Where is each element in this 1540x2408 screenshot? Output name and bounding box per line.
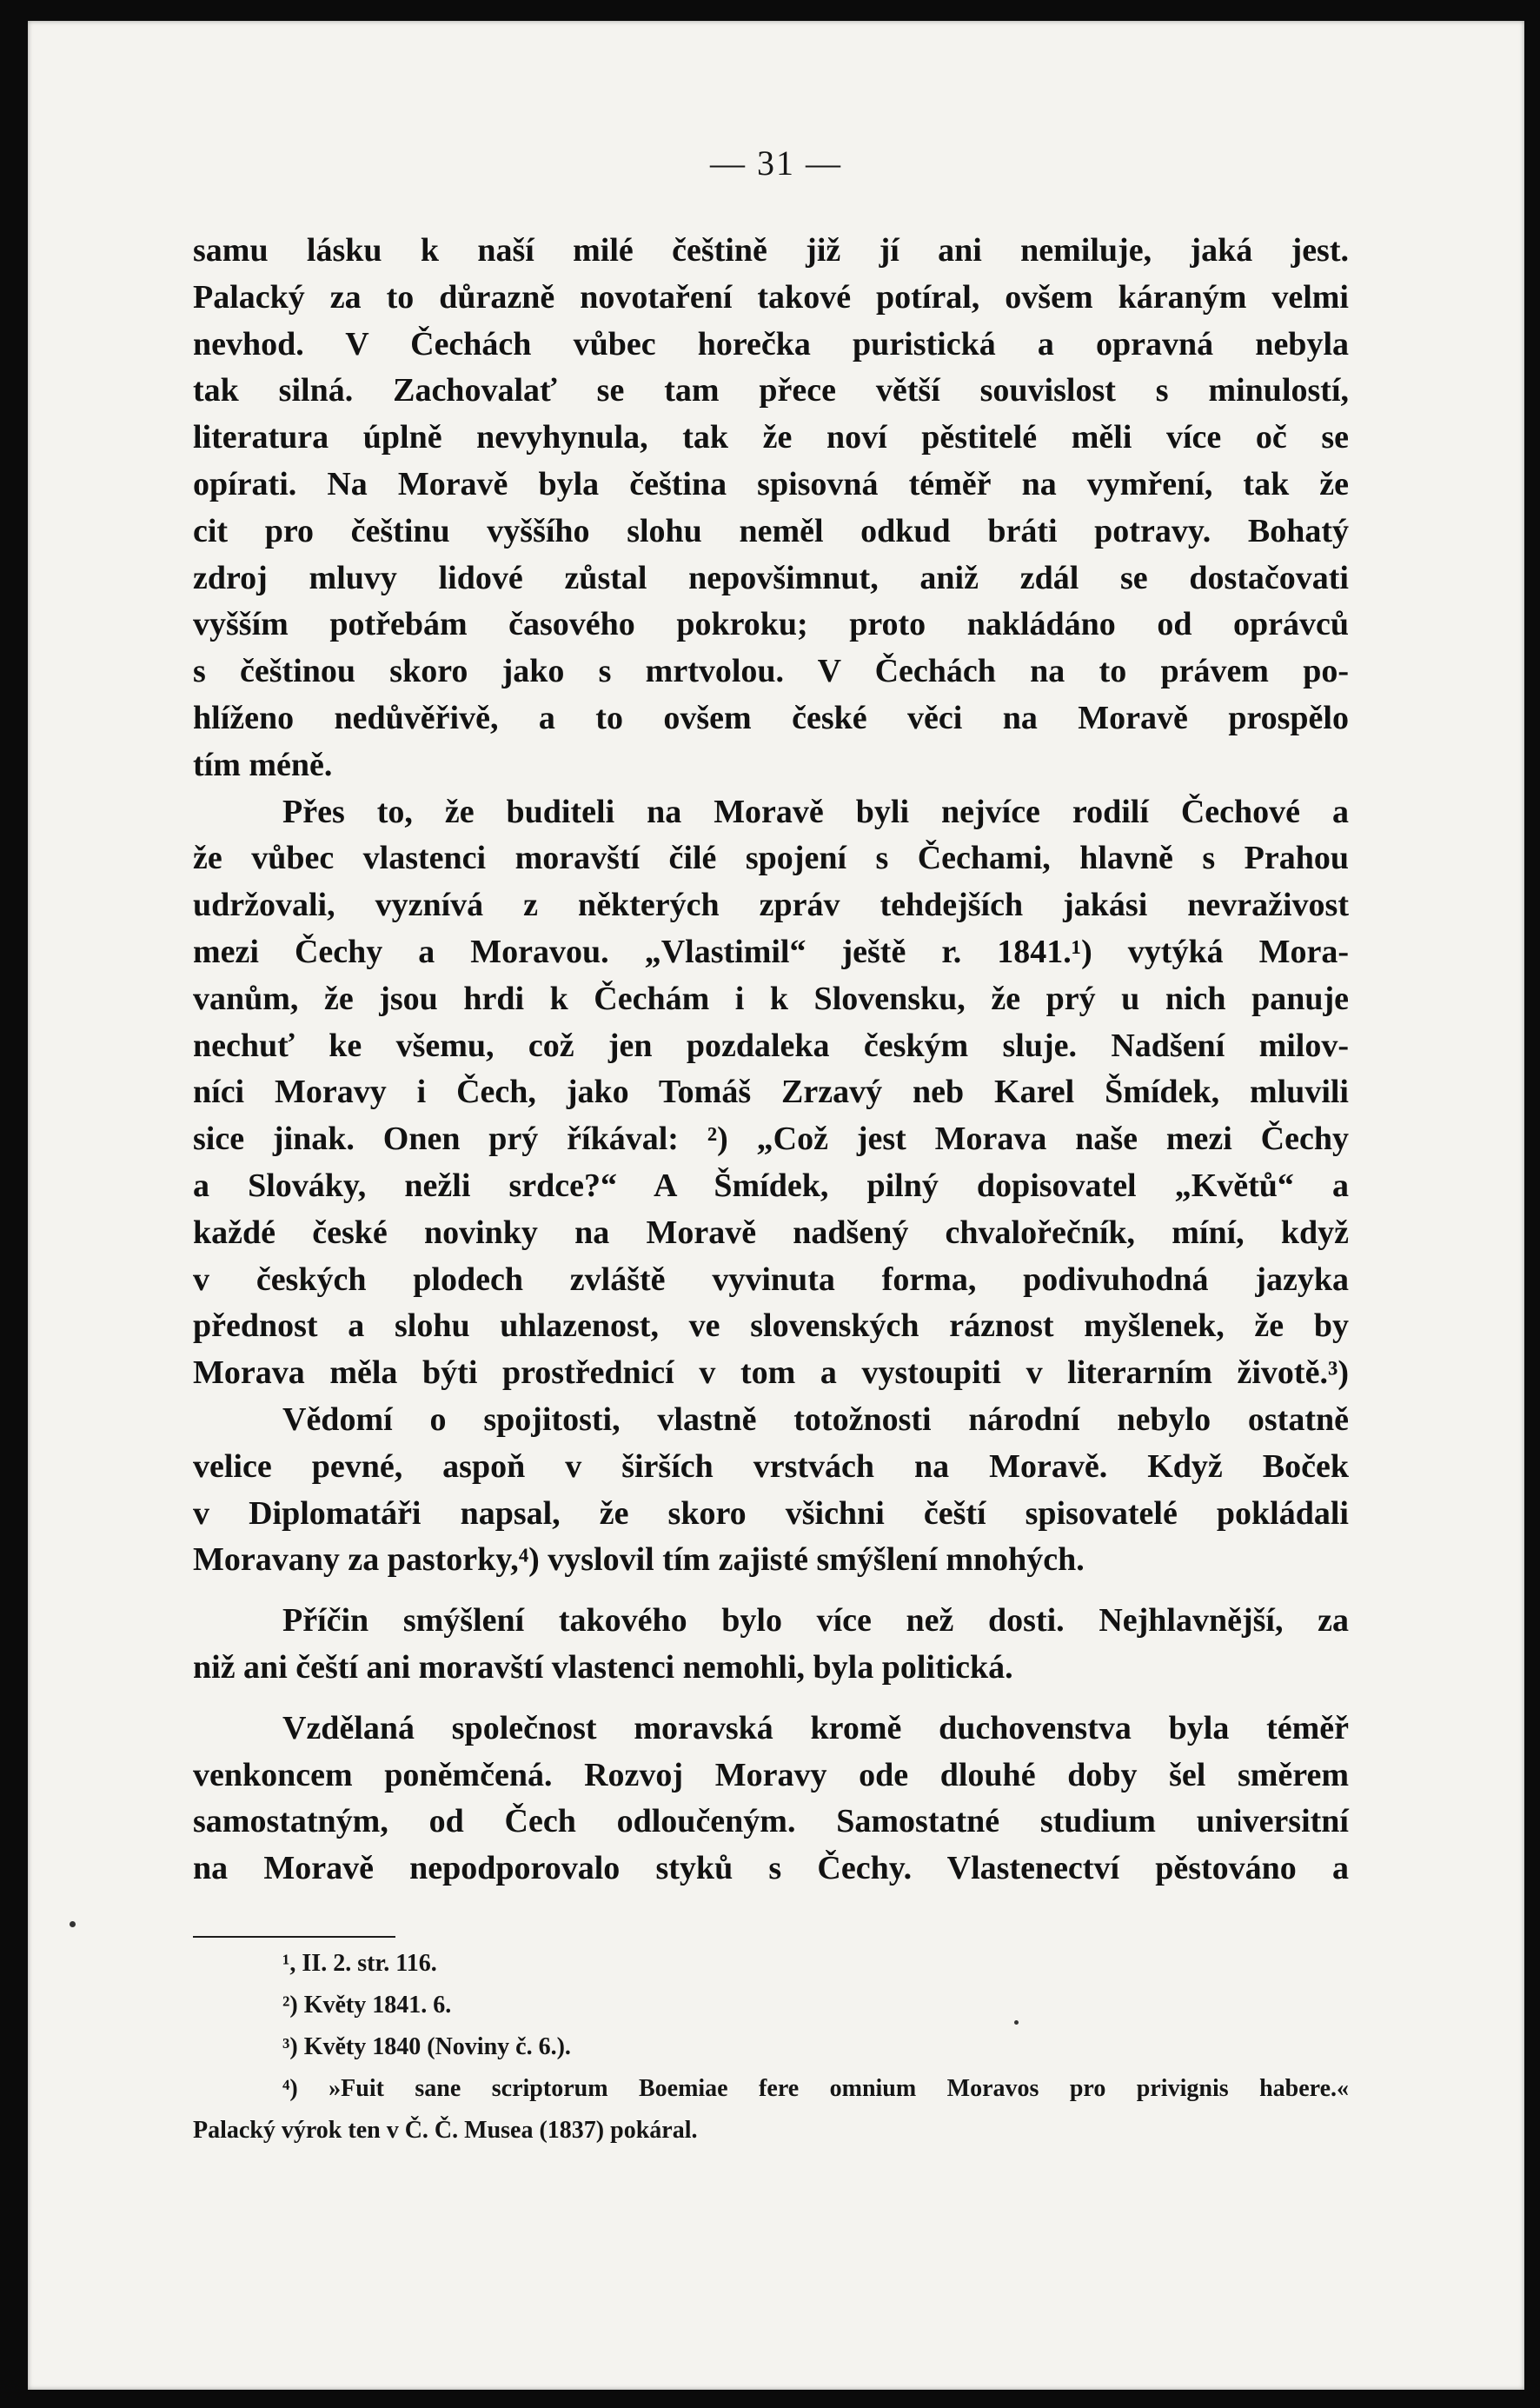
footnote: Palacký výrok ten v Č. Č. Musea (1837) pokáral.: [193, 2117, 698, 2144]
ink-speck: [70, 1921, 76, 1927]
text-line: nevhod. V Čechách vůbec horečka puristická a opravná nebyla: [193, 325, 1349, 363]
footnote: ²) Květy 1841. 6.: [282, 1992, 452, 2019]
text-line: nechuť ke všemu, což jen pozdaleka českým sluje. Nadšení milov-: [193, 1027, 1349, 1064]
text-line: tak silná. Zachovalať se tam přece větší souvislost s minulostí,: [193, 372, 1349, 409]
footnote: ¹, II. 2. str. 116.: [282, 1950, 437, 1977]
footnotes: [193, 1943, 1349, 2152]
ink-speck: [1014, 2020, 1019, 2025]
text-line: každé české novinky na Moravě nadšený chvalořečník, míní, když: [193, 1214, 1349, 1251]
book-page: [28, 21, 1524, 2390]
footnote: ⁴) »Fuit sane scriptorum Boemiae fere omnium Moravos pro privignis habere.«: [282, 2075, 1349, 2102]
footnote-divider: [193, 1936, 395, 1938]
text-line: s češtinou skoro jako s mrtvolou. V Čechách na to právem po-: [193, 653, 1349, 690]
text-line: velice pevné, aspoň v širších vrstvách na Moravě. Když Boček: [193, 1447, 1349, 1485]
text-line: přednost a slohu uhlazenost, ve slovenských ráznost myšlenek, že by: [193, 1307, 1349, 1345]
text-line: na Moravě nepodporovalo styků s Čechy. Vlastenectví pěstováno a: [193, 1850, 1349, 1887]
text-line: v českých plodech zvláště vyvinuta forma, podivuhodná jazyka: [193, 1261, 1349, 1298]
text-line: Vzdělaná společnost moravská kromě duchovenstva byla téměř: [282, 1709, 1349, 1746]
text-line: Přes to, že buditeli na Moravě byli nejvíce rodilí Čechové a: [282, 793, 1349, 830]
text-line: Moravany za pastorky,⁴) vyslovil tím zajisté smýšlení mnohých.: [193, 1541, 1085, 1579]
text-line: tím méně.: [193, 746, 333, 783]
text-line: udržovali, vyznívá z některých zpráv tehdejších jakási nevraživost: [193, 887, 1349, 924]
text-line: níci Moravy i Čech, jako Tomáš Zrzavý neb Karel Šmídek, mluvili: [193, 1074, 1349, 1111]
text-line: sice jinak. Onen prý říkával: ²) „Což jest Morava naše mezi Čechy: [193, 1121, 1349, 1158]
text-line: literatura úplně nevyhynula, tak že noví pěstitelé měli více oč se: [193, 419, 1349, 456]
text-line: vanům, že jsou hrdi k Čechám i k Slovensku, že prý u nich panuje: [193, 980, 1349, 1017]
text-line: Příčin smýšlení takového bylo více než dosti. Nejhlavnější, za: [282, 1602, 1349, 1640]
scan-background: [9, 9, 1531, 2401]
text-line: mezi Čechy a Moravou. „Vlastimil“ ještě r. 1841.¹) vytýká Mora-: [193, 933, 1349, 970]
text-line: samu lásku k naší milé češtině již jí ani nemiluje, jaká jest.: [193, 232, 1349, 269]
text-line: zdroj mluvy lidové zůstal nepovšimnut, aniž zdál se dostačovati: [193, 559, 1349, 596]
text-line: samostatným, od Čech odloučeným. Samostatné studium universitní: [193, 1803, 1349, 1840]
text-line: Morava měla býti prostřednicí v tom a vystoupiti v literarním životě.³): [193, 1354, 1349, 1392]
text-line: Palacký za to důrazně novotaření takové potíral, ovšem káraným velmi: [193, 278, 1349, 316]
text-line: venkoncem poněmčená. Rozvoj Moravy ode dlouhé doby šel směrem: [193, 1756, 1349, 1793]
text-line: v Diplomatáři napsal, že skoro všichni čeští spisovatelé pokládali: [193, 1494, 1349, 1532]
text-line: niž ani čeští ani moravští vlastenci nemohli, byla politická.: [193, 1648, 1013, 1686]
text-line: vyšším potřebám časového pokroku; proto nakládáno od oprávců: [193, 606, 1349, 643]
text-line: opírati. Na Moravě byla čeština spisovná téměř na vymření, tak že: [193, 465, 1349, 502]
page-number: — 31 —: [710, 143, 842, 183]
text-line: a Slováky, nežli srdce?“ A Šmídek, pilný dopisovatel „Květů“ a: [193, 1167, 1349, 1204]
text-line: hlíženo nedůvěřivě, a to ovšem české věci na Moravě prospělo: [193, 699, 1349, 736]
body-text: [193, 228, 1349, 1892]
text-line: že vůbec vlastenci moravští čilé spojení s Čechami, hlavně s Prahou: [193, 840, 1349, 877]
text-line: Vědomí o spojitosti, vlastně totožnosti národní nebylo ostatně: [282, 1400, 1349, 1438]
text-line: cit pro češtinu vyššího slohu neměl odkud bráti potravy. Bohatý: [193, 512, 1349, 549]
footnote: ³) Květy 1840 (Noviny č. 6.).: [282, 2033, 571, 2060]
